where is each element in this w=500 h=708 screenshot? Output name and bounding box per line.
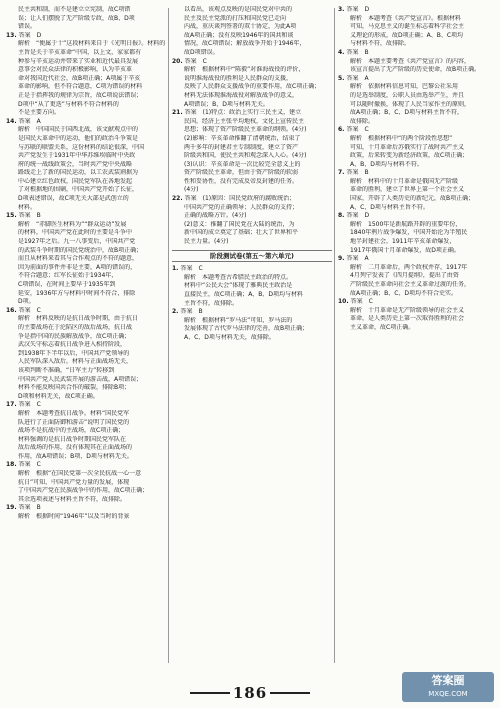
watermark-logo <box>402 672 494 702</box>
answer-text: 答案 B <box>18 504 41 512</box>
text-line: 产阶级民主革命向社会主义革命过渡的任务， <box>350 281 471 288</box>
answer-text: 答案 C <box>350 298 373 306</box>
text-line: 武汉失守标志着抗日战争进入相持阶段， <box>18 341 127 349</box>
text-line: 而且从材料来看其与合作观点的不符的题意， <box>18 255 139 263</box>
text-line: 解析 根据“在国民党第一次全民抗战一心一意 <box>18 470 142 478</box>
text-line: 以看出，该观点反映的是国民党对中共的 <box>184 6 293 13</box>
question-answer-line <box>338 6 494 15</box>
question-number: 20. <box>172 57 183 65</box>
question-answer-line <box>6 461 166 470</box>
text-line: 误；让人们摆脱了无产阶级专政，故B、D项 <box>18 14 135 22</box>
question-number: 19. <box>6 504 17 512</box>
question-number: 15. <box>6 212 17 220</box>
question-number: 16. <box>6 306 17 314</box>
answer-text: 答案 C <box>18 401 41 409</box>
text-line: 资产阶级民主革命，但由于资产阶级的软弱 <box>184 169 299 177</box>
question-answer-line <box>338 212 494 221</box>
text-line: C项错误，在时间上要早于1935年到 <box>18 281 116 288</box>
text-line: 主旨是关于辛亥革命“中国，以上文，家家都有 <box>18 48 142 56</box>
text-line: 到1938年下半年以后，中国共产党领导的 <box>18 349 130 357</box>
text-line: A、B、D项均与材料不符。 <box>350 160 423 168</box>
text-line: 抗日”可知，中国共产党力量的发展，体现 <box>18 478 130 486</box>
text-line: 府的统一战线政策会，当时共产党中央战略 <box>18 160 133 168</box>
answer-text: 答案 A <box>346 255 369 263</box>
text-line: 国家，开辟了人类历史的新纪元，故B项正确； <box>350 195 475 203</box>
text-line: 人民军队深入敌后，材料与正面战场无关， <box>18 358 133 366</box>
question-number: 3. <box>338 6 345 13</box>
text-line: (3)认识：辛亥革命是一次比较完全意义上的 <box>184 160 301 168</box>
text-line: 中国共产党人民武装开展的游击战，A项错误； <box>18 375 143 383</box>
text-line: 内战，重庆谈判签署的双十协定，为此A项 <box>184 23 297 31</box>
text-line: 敌后战场的作用，没有体现其在正面战场的 <box>18 444 133 452</box>
text-line: 的武装斗争时期的国民党统治中，故B项正确； <box>18 246 143 254</box>
text-line: 解析 依据材料信息可知，巴黎公社采用 <box>350 83 459 91</box>
answer-text: 答案 A <box>18 117 41 125</box>
text-line: 该宣言提出了无产阶级的历史使命，故B项正确。 <box>350 66 481 74</box>
answer-text: 答案 B <box>346 48 369 56</box>
text-line: 1917年俄国十月革命爆发，故D项正确。 <box>350 246 460 254</box>
text-line: 可以随时撤换，体现了人民当家作主的原则， <box>350 100 471 108</box>
question-answer-line <box>338 169 494 178</box>
text-line: 解析 根据材料“罗马法”可知，罗马法的 <box>184 316 293 324</box>
text-line: 延安，1936年方与材料中时间不符合，排除 <box>18 289 136 297</box>
text-line: D项表述错误，故C项无关大部是武创立的 <box>18 195 129 203</box>
text-line: 民主力量。(4分) <box>184 238 229 246</box>
answer-text: 答案 D <box>346 6 370 13</box>
text-line: 错误。 <box>18 23 37 31</box>
text-line: (4分) <box>184 186 199 194</box>
question-answer-line <box>338 298 494 307</box>
text-line: 民主共和制，而不是建立立宪制，故C项错 <box>18 6 131 13</box>
text-line: 解析 根据时间“1946年”以及当时的背景 <box>18 513 130 521</box>
column-divider <box>334 8 335 663</box>
text-line: 解析 “便属于十”这段材料来自于《光明日报》。材料的 <box>18 40 166 48</box>
text-line: 解析 本题考查《共产党宣言》。根据材料 <box>350 14 462 22</box>
text-line: 不是主要方向。 <box>18 109 61 117</box>
text-line: 革命的胜利，建立了世界上第一个社会主义 <box>350 186 465 194</box>
text-line: 革命的影响，但不符合题意，C项为错误的材料 <box>18 83 143 91</box>
text-line: 性和妥协性，没有完成反帝反封建的任务。 <box>184 177 299 185</box>
text-line: 解析 根据材料中“陈毅”对淮海战役的评价， <box>184 66 305 74</box>
question-answer-line <box>6 32 166 41</box>
answer-text: 答案 C <box>346 126 369 134</box>
question-answer-line <box>6 504 166 513</box>
text-line: 政策，后来转变为新经济政策，故C项正确； <box>350 152 469 160</box>
text-line: A、C、D项与材料主旨不符。 <box>350 203 429 211</box>
text-line: 故D项错误。 <box>184 48 219 56</box>
watermark-url: MXQE.COM <box>428 690 468 698</box>
answer-text: 答案 B <box>346 169 369 177</box>
text-line: 争是指中国的民族解放战争，故C项正确； <box>18 332 131 340</box>
text-line: 解析 “赤脚医生材料为”“群众运动”发展 <box>18 220 127 228</box>
text-line: 的是选举制度，公职人员由选举产生，并且 <box>350 91 465 99</box>
text-line: 解析 中国国民于国西北战，该文献观点中的 <box>18 126 139 134</box>
question-number: 8. <box>338 212 345 220</box>
answer-text: 答案 C <box>184 57 207 65</box>
text-line: D项中“从了更迭”与材料不符合材料的 <box>18 100 119 108</box>
text-line: 该项判断不准确，“日军主力”转移到 <box>18 366 115 374</box>
page-number-rule-right <box>270 692 310 694</box>
text-line: 队进行了正面防御和游击”说明了国民党的 <box>18 418 130 426</box>
text-line: 中心建立红色政权，国民党军队在各地发起 <box>18 177 133 185</box>
text-line: 的主要战场在于沦陷区的敌后战场，抗日战 <box>18 323 133 331</box>
question-number: 14. <box>6 117 17 125</box>
question-answer-line <box>338 255 494 264</box>
text-line: 民国，经济上主张平均地权，文化上宣传民主 <box>184 117 305 125</box>
watermark-logo-text: 答案圈 <box>431 674 465 687</box>
question-answer-line <box>172 195 332 204</box>
text-line: 材料无法体现淮海战役对解放战争的意义， <box>184 91 299 99</box>
text-line: 中国共产党的正确领导；人民群众的支持； <box>184 203 299 211</box>
question-number: 7. <box>338 169 345 177</box>
answer-text: 答案 C <box>18 461 41 469</box>
text-line: 与材料不符，故排除。 <box>350 40 411 48</box>
text-line: 故A项正确；B、C、D项均不符合史实。 <box>350 289 458 297</box>
text-column-right <box>338 6 494 666</box>
text-line: 材料中“公民大会”体现了雅典民主政治是 <box>184 282 293 290</box>
question-answer-line <box>172 58 332 67</box>
text-line: 两千多年的封建君主专制制度，建立了资产 <box>184 143 299 151</box>
text-line: 新中国的成立奠定了基础；壮大了世界和平 <box>184 229 299 237</box>
text-line: 的材料，中国共产党在此时的主要是斗争中 <box>18 229 133 237</box>
text-line: 了对根据地的围剿，中国共产党开始了长征， <box>18 186 139 194</box>
text-line: (2)意义：推翻了国民党在大陆的统治，为 <box>184 220 295 228</box>
answer-text: 答案 D <box>346 212 370 220</box>
text-line: 战场不是抗战中的主战场，故C项正确； <box>18 427 125 435</box>
text-line: 是1927年之后。九一八事变后，中国共产党 <box>18 238 136 246</box>
answer-text: 答案 D <box>18 31 42 39</box>
answer-text: 答案 (1)特点：政治上实行三民主义，建立 <box>184 109 302 117</box>
text-line: 是国民大革命中的运动，他们的政治斗争策是 <box>18 134 139 142</box>
question-number: 10. <box>338 298 349 306</box>
text-line: 不符合题意；红军长征始于1934年， <box>18 272 118 280</box>
text-line: 义理论的形成，故D项正确；A、B、C项均 <box>350 31 464 39</box>
text-line: 解析 材料反映的是抗日战争时期，由于抗日 <box>18 315 139 323</box>
text-line: 意事会对民众法律的积极影响，认为辛亥革 <box>18 66 133 74</box>
column-divider <box>168 8 169 663</box>
text-line: 直接民主，故C项正确；A、B、D项均与材料 <box>184 291 304 298</box>
text-line: 解析 十月革命是无产阶级领导的社会主义 <box>350 306 465 314</box>
question-number: 21. <box>172 109 183 117</box>
text-line: 思想；体现了资产阶级民主革命的纲领。(4分) <box>184 126 307 134</box>
text-line: 路线走上了新的国民运动，以工农武装割据为 <box>18 169 139 177</box>
question-answer-line <box>172 308 332 317</box>
text-line: 解析 材料中的十月革命是俄国无产阶级 <box>350 177 459 185</box>
text-line: 革命，是人类历史上第一次取得胜利的社会 <box>350 315 465 323</box>
question-number: 5. <box>338 74 345 82</box>
question-number: 17. <box>6 401 17 409</box>
text-line: 材料不能反映国共合作的破裂，排除B项； <box>18 384 131 392</box>
question-number: 4. <box>338 48 345 56</box>
text-column-middle <box>172 6 332 666</box>
text-line: 与苏联的联盟关系，这份材料的结论很深，中国 <box>18 143 145 151</box>
text-line: 说明淮海战役的胜利是人民群众的支援， <box>184 74 293 82</box>
question-answer-line <box>6 212 166 221</box>
text-line: 其余选项表述与材料主旨不符，故排除。 <box>18 495 127 503</box>
page-number: 186 <box>232 684 268 702</box>
text-line: 材料。 <box>18 203 37 211</box>
text-line: 解析 本题主要考查《共产党宣言》的内容， <box>350 57 471 65</box>
question-answer-line <box>338 49 494 58</box>
text-line: 可知，十月革命后苏俄实行了战时共产主义 <box>350 143 465 151</box>
text-line: 解析 1500年是新航路开辟的重要年份， <box>350 220 462 228</box>
text-line: 种参与辛亥运动并带来了实业和近代最具发展 <box>18 57 139 65</box>
text-line: 主义革命，故C项正确。 <box>350 323 415 331</box>
text-line: 发展体现了古代罗马法律的完善，故B项正确； <box>184 325 309 333</box>
text-line: 故A项正确；没有反映1946年的国共和谈 <box>184 31 294 39</box>
text-line: D项和材料无关，故C项正确。 <box>18 392 99 400</box>
answer-text: 答案 B <box>180 308 203 316</box>
text-line: 地半封建社会，1911年辛亥革命爆发， <box>350 238 456 246</box>
text-line: D项。 <box>18 298 35 306</box>
text-line: 可知，马克思主义的诞生标志着科学社会主 <box>350 23 465 31</box>
question-answer-line <box>6 118 166 127</box>
text-column-left <box>6 6 166 666</box>
text-line: 情况，故C项错误；解放战争开始于1946年， <box>184 40 306 48</box>
question-answer-line <box>6 307 166 316</box>
question-number: 1. <box>172 265 179 273</box>
text-line: 4月列宁发表了《四月提纲》，提出了由资 <box>350 272 459 280</box>
text-line: 阶级共和国，使民主共和观念深入人心。(4分) <box>184 152 307 160</box>
question-number: 2. <box>172 308 179 316</box>
text-line: 作用，故A项错误；B项、D项与材料无关。 <box>18 452 133 460</box>
question-number: 18. <box>6 461 17 469</box>
text-line: A项错误；B、D项与材料无关。 <box>184 100 269 108</box>
text-line: 解析 二月革命后，两个政权并存，1917年 <box>350 263 468 271</box>
text-line: A、C、D项与材料无关，故排除。 <box>184 333 275 341</box>
text-line: 正是于指挥我的规律为宗旨，故C项说法错误； <box>18 91 143 99</box>
text-line: (2)影响：辛亥革命推翻了清朝统治，结束了 <box>184 134 301 142</box>
question-answer-line <box>338 75 494 84</box>
question-number: 9. <box>338 255 345 263</box>
text-line: 解析 根据材料中“的两个阶段性思想” <box>350 134 453 142</box>
text-line: 1840年鸦片战争爆发，中国开始沦为半殖民 <box>350 229 468 237</box>
question-number: 6. <box>338 126 345 134</box>
question-number: 22. <box>172 195 183 203</box>
text-line: 民主及民主党派的打压和国民党已走向 <box>184 14 287 22</box>
question-answer-line <box>172 109 332 118</box>
answer-text: 答案 B <box>18 212 41 220</box>
question-number: 13. <box>6 31 17 39</box>
question-answer-line <box>172 265 332 274</box>
text-line: 解析 本题考查古希腊民主政治的特点。 <box>184 273 293 281</box>
text-line: 解析 本题考查抗日战争。材料“国民党军 <box>18 409 130 417</box>
text-line: 命对我国近代社会，故B项正确；A项属于辛亥 <box>18 74 141 82</box>
text-line: 正确的战略方针。(4分) <box>184 212 247 220</box>
text-line: 共产党发生于1931年中华苏维埃临时中央政 <box>18 152 136 160</box>
answer-text: 答案 (1)原因：国民党政府的腐败统治； <box>184 195 296 203</box>
answer-text: 答案 C <box>18 306 41 314</box>
text-line: 反映了人民群众支援战争的重要作用，故C项正确； <box>184 83 321 91</box>
text-line: 主旨不符，故排除。 <box>184 299 239 307</box>
text-line: 材料强调的是抗日战争时期国民党军队在 <box>18 435 127 443</box>
text-line: 了中国共产党在民族战争中的作用，故C项正确； <box>18 487 149 495</box>
text-line: 故A项正确；B、C、D项与材料主旨不符， <box>350 109 464 117</box>
question-answer-line <box>6 401 166 410</box>
text-line: 因为前面的事件并非是主要，A项的错误的， <box>18 263 137 271</box>
answer-text: 答案 A <box>346 74 369 82</box>
text-line: 故排除。 <box>350 117 375 125</box>
section-title: 阶段测试卷(第五～第六单元) <box>172 250 332 263</box>
question-answer-line <box>338 126 494 135</box>
answer-text: 答案 C <box>180 265 203 273</box>
